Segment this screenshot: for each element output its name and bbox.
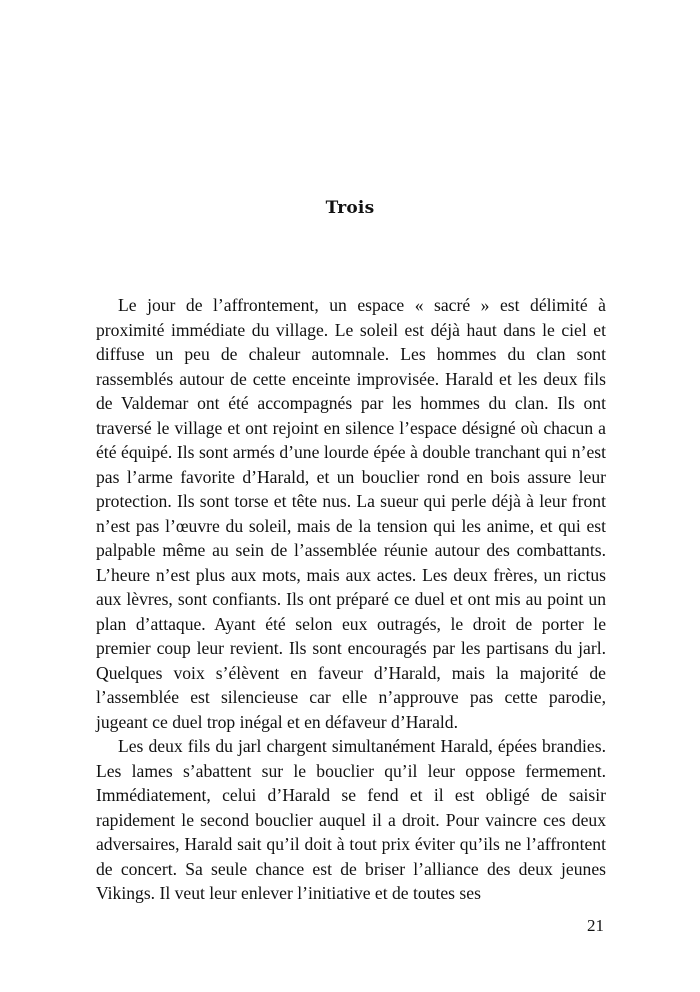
paragraph-2: Les deux fils du jarl chargent simultanément Harald, épées brandies. Les lames s’abattent sur le bouclier qu’il leur oppose fermement. Immédiatement, celui d’Harald se fend et il est obligé de saisir rapidement le second bouclier auquel il a droit. Pour vaincre ces deux adversaires, Harald sait qu’il doit à tout prix éviter qu’ils ne l’affrontent de concert. Sa seule chance est de briser l’alliance des deux jeunes Vikings. Il veut leur enlever l’initiative et de toutes ses (96, 736, 606, 903)
chapter-body (96, 293, 606, 906)
page-number: 21 (587, 916, 604, 935)
paragraph-1: Le jour de l’affrontement, un espace « sacré » est délimité à proximité immédiate du village. Le soleil est déjà haut dans le ciel et diffuse un peu de chaleur automnale. Les hommes du clan sont rassemblés autour de cette enceinte improvisée. Harald et les deux fils de Valdemar ont été accompagnés par les hommes du clan. Ils ont traversé le village et ont rejoint en silence l’espace désigné où chacun a été équipé. Ils sont armés d’une lourde épée à double tranchant qui n’est pas l’arme favorite d’Harald, et un bouclier rond en bois assure leur protection. Ils sont torse et tête nus. La sueur qui perle déjà à leur front n’est pas l’œuvre du soleil, mais de la tension qui les anime, et qui est palpable même au sein de l’assemblée réunie autour des combattants. L’heure n’est plus aux mots, mais aux actes. Les deux frères, un rictus aux lèvres, sont confiants. Ils ont préparé ce duel et ont mis au point un plan d’attaque. Ayant été selon eux outragés, le droit de porter le premier coup leur revient. Ils sont encouragés par les partisans du jarl. Quelques voix s’élèvent en faveur d’Harald, mais la majorité de l’assemblée est silencieuse car elle n’approuve pas cette parodie, jugeant ce duel trop inégal et en défaveur d’Harald. (96, 295, 606, 732)
chapter-title: Trois (325, 198, 375, 218)
